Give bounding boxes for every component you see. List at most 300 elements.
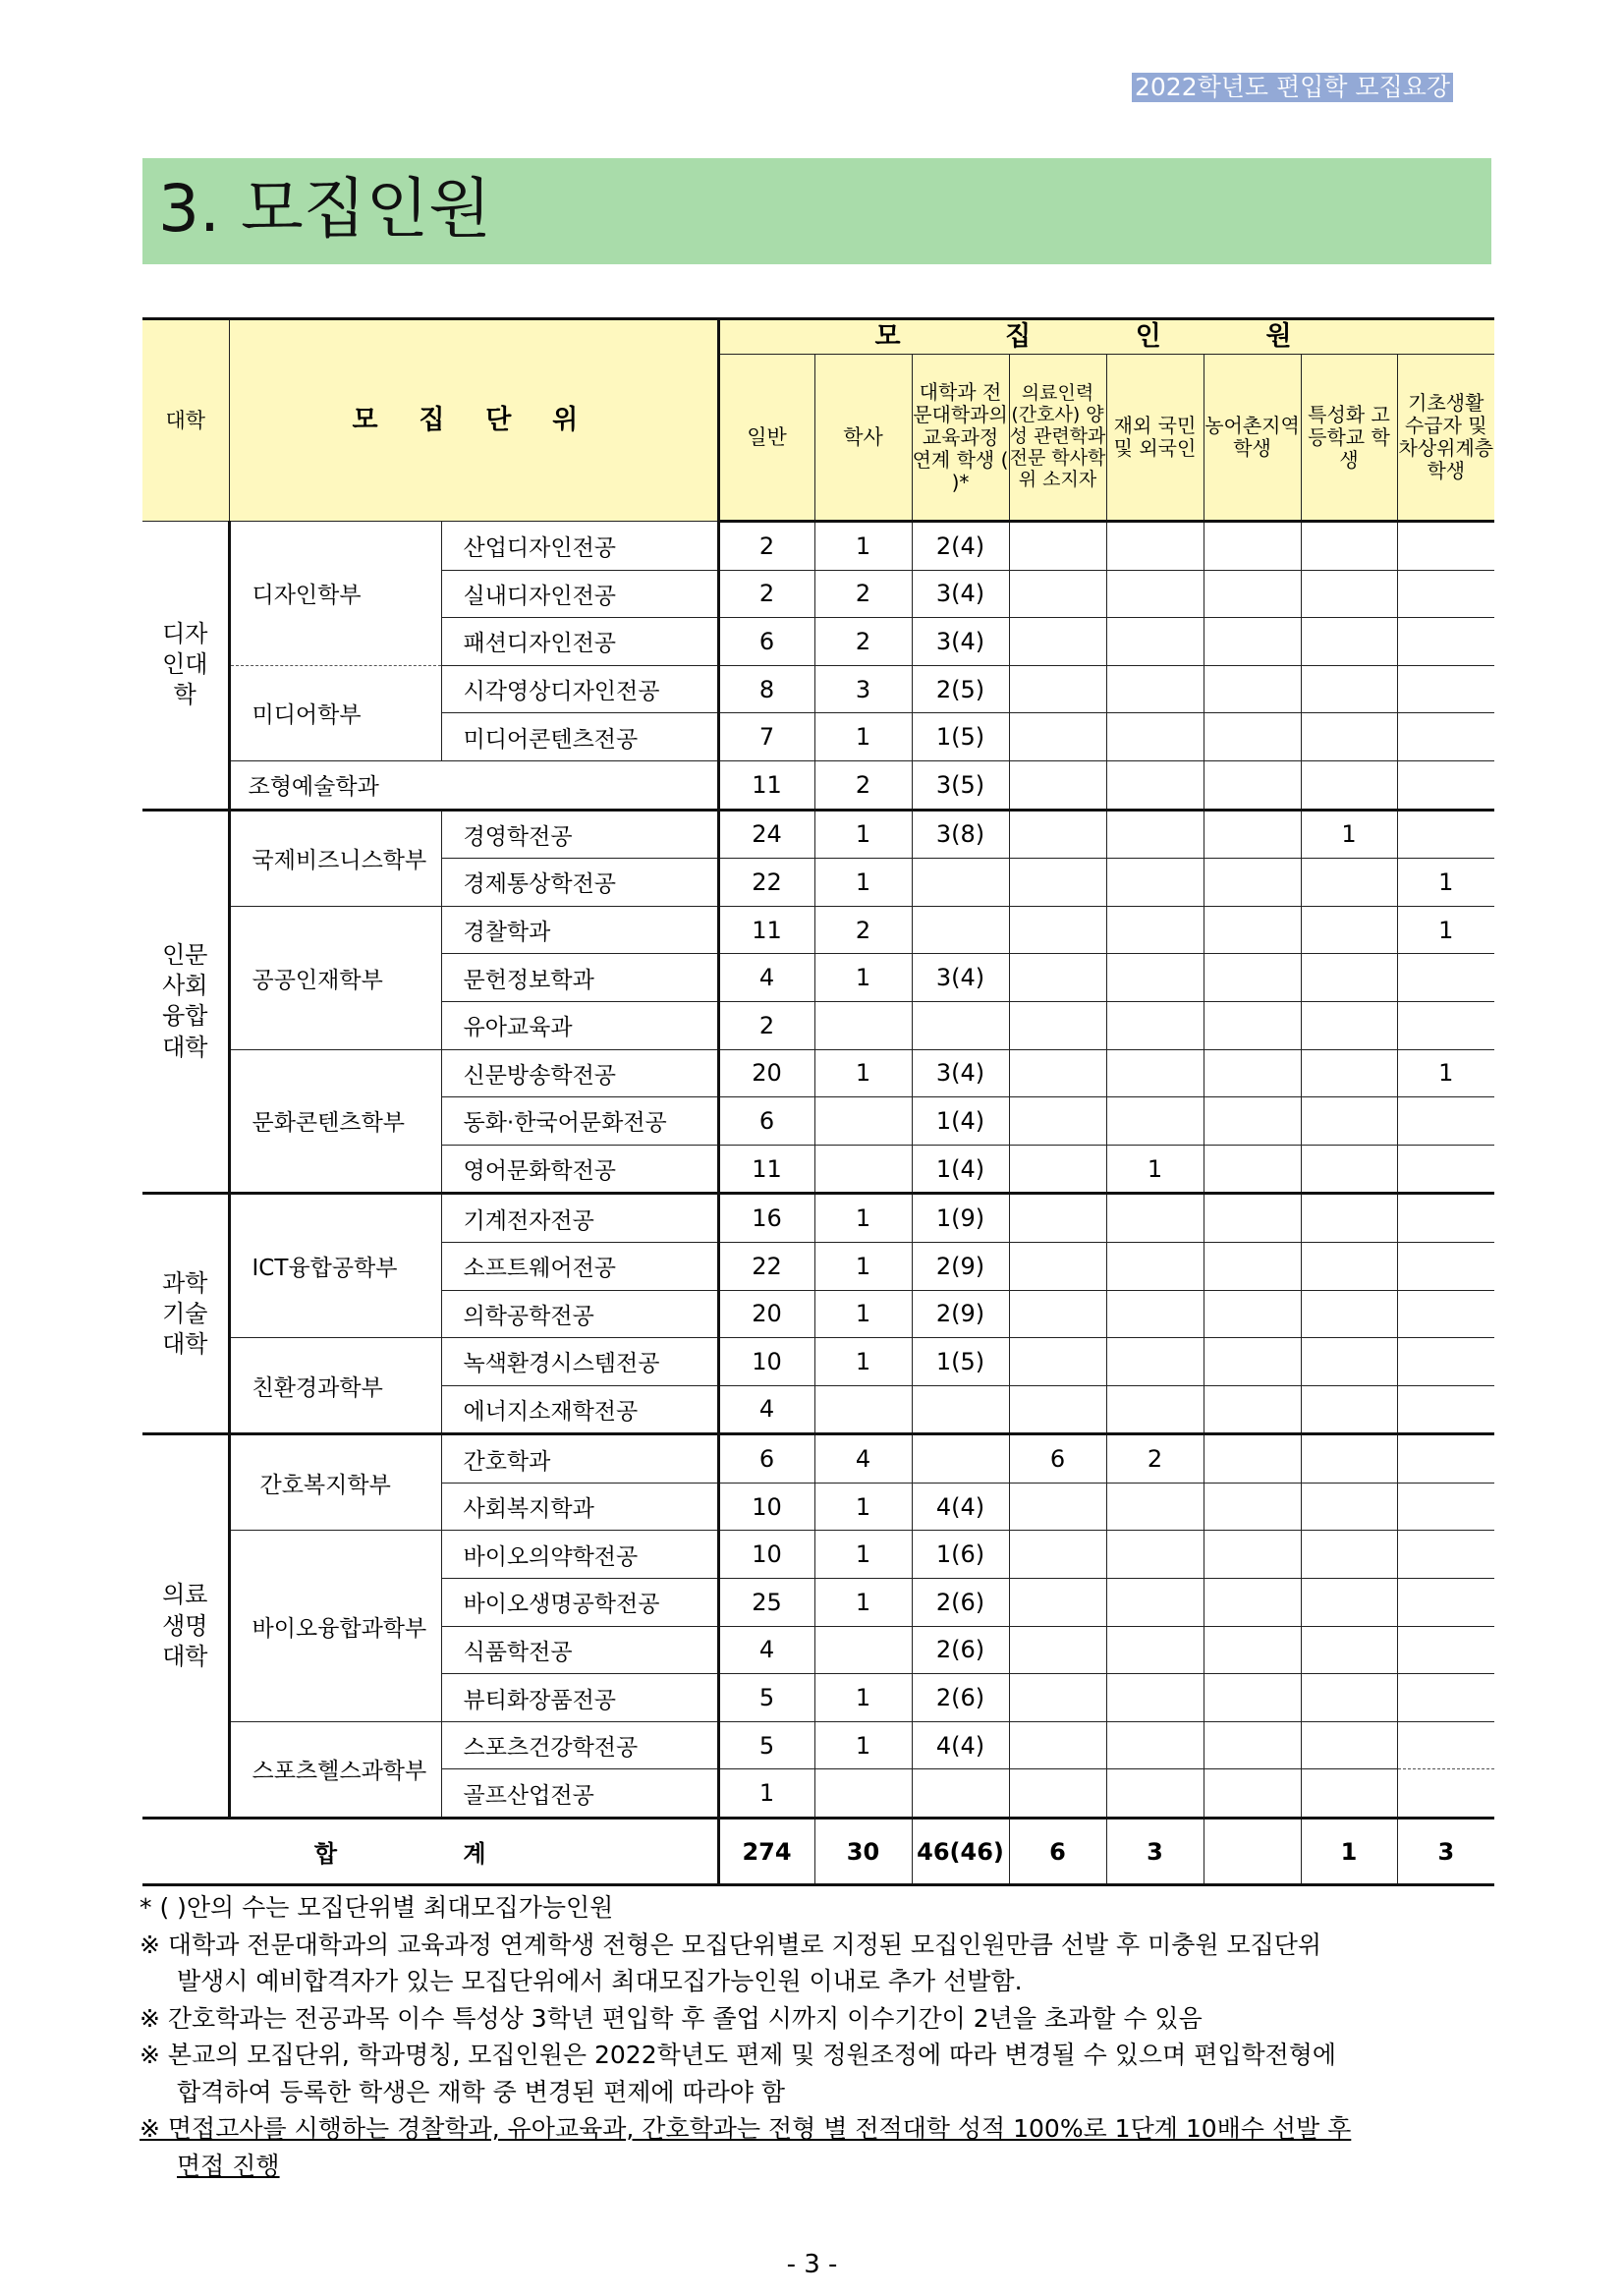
cell-basic-living [1397, 1385, 1494, 1434]
cell-link: 2(9) [912, 1290, 1009, 1338]
cell-link [912, 1001, 1009, 1049]
cell-nursing [1009, 1290, 1106, 1338]
cell-nursing [1009, 618, 1106, 666]
cell-link: 1(6) [912, 1531, 1009, 1579]
cell-basic-living [1397, 1626, 1494, 1674]
cell-specialized [1301, 954, 1397, 1002]
cell-nursing [1009, 859, 1106, 907]
header-college-link: 대학과 전문대학과의 교육과정 연계 학생 ( )* [912, 355, 1009, 522]
cell-bachelor [814, 1145, 912, 1194]
major-cell: 소프트웨어전공 [441, 1242, 718, 1290]
cell-specialized [1301, 1145, 1397, 1194]
cell-general: 11 [718, 760, 814, 810]
cell-nursing [1009, 1626, 1106, 1674]
cell-rural [1204, 1626, 1301, 1674]
cell-specialized [1301, 1721, 1397, 1769]
cell-general: 2 [718, 1001, 814, 1049]
cell-specialized [1301, 859, 1397, 907]
cell-nursing [1009, 1721, 1106, 1769]
cell-general: 24 [718, 810, 814, 859]
table-row [142, 1434, 1494, 1484]
cell-bachelor: 1 [814, 1194, 912, 1243]
note-line: 발생시 예비합격자가 있는 모집단위에서 최대모집가능인원 이내로 추가 선발함. [177, 1967, 1023, 1995]
header-basic-living: 기초생활 수급자 및 차상위계층 학생 [1397, 355, 1494, 522]
cell-overseas [1106, 1242, 1204, 1290]
cell-rural [1204, 1769, 1301, 1819]
major-cell: 골프산업전공 [441, 1769, 718, 1819]
cell-specialized [1301, 1626, 1397, 1674]
cell-link: 3(4) [912, 954, 1009, 1002]
cell-rural [1204, 665, 1301, 713]
cell-overseas [1106, 713, 1204, 761]
dept-cell: 친환경과학부 [229, 1338, 441, 1434]
cell-nursing [1009, 1097, 1106, 1146]
total-label: 합 계 [142, 1819, 718, 1885]
cell-overseas [1106, 570, 1204, 618]
dept-cell: 스포츠헬스과학부 [229, 1721, 441, 1818]
cell-link: 4(4) [912, 1483, 1009, 1531]
cell-basic-living [1397, 1531, 1494, 1579]
dept-cell: 문화콘텐츠학부 [229, 1049, 441, 1194]
cell-specialized [1301, 1097, 1397, 1146]
cell-bachelor: 4 [814, 1434, 912, 1484]
cell-general: 6 [718, 1097, 814, 1146]
cell-bachelor: 3 [814, 665, 912, 713]
cell-general: 8 [718, 665, 814, 713]
cell-basic-living [1397, 1194, 1494, 1243]
total-general: 274 [718, 1819, 814, 1885]
cell-overseas [1106, 1769, 1204, 1819]
header-overseas: 재외 국민 및 외국인 [1106, 355, 1204, 522]
header-rural: 농어촌지역 학생 [1204, 355, 1301, 522]
cell-bachelor: 1 [814, 1483, 912, 1531]
note-line: ※ 간호학과는 전공과목 이수 특성상 3학년 편입학 후 졸업 시까지 이수기간이 2년을 초과할 수 있음 [140, 2003, 1203, 2033]
cell-link: 2(6) [912, 1674, 1009, 1722]
cell-overseas [1106, 1049, 1204, 1097]
note-line: 면접 진행 [177, 2151, 280, 2180]
cell-basic-living [1397, 1674, 1494, 1722]
cell-rural [1204, 1049, 1301, 1097]
cell-bachelor [814, 1097, 912, 1146]
cell-bachelor: 1 [814, 1674, 912, 1722]
cell-specialized [1301, 665, 1397, 713]
cell-overseas [1106, 1290, 1204, 1338]
total-overseas: 3 [1106, 1819, 1204, 1885]
cell-rural [1204, 810, 1301, 859]
major-cell: 에너지소재학전공 [441, 1385, 718, 1434]
cell-overseas [1106, 1626, 1204, 1674]
cell-rural [1204, 618, 1301, 666]
cell-nursing [1009, 1769, 1106, 1819]
cell-specialized [1301, 570, 1397, 618]
dept-cell: ICT융합공학부 [229, 1194, 441, 1338]
cell-general: 10 [718, 1483, 814, 1531]
cell-link: 2(6) [912, 1626, 1009, 1674]
cell-rural [1204, 713, 1301, 761]
header-specialized: 특성화 고등학교 학생 [1301, 355, 1397, 522]
major-cell: 바이오생명공학전공 [441, 1579, 718, 1627]
cell-link: 1(5) [912, 1338, 1009, 1386]
cell-link: 2(9) [912, 1242, 1009, 1290]
cell-general: 4 [718, 954, 814, 1002]
table-row [142, 522, 1494, 571]
cell-nursing [1009, 906, 1106, 954]
cell-link: 3(8) [912, 810, 1009, 859]
dept-cell: 국제비즈니스학부 [229, 810, 441, 906]
major-cell: 실내디자인전공 [441, 570, 718, 618]
cell-specialized [1301, 760, 1397, 810]
major-cell: 뷰티화장품전공 [441, 1674, 718, 1722]
cell-overseas [1106, 1338, 1204, 1386]
total-bachelor: 30 [814, 1819, 912, 1885]
cell-general: 1 [718, 1769, 814, 1819]
major-cell: 산업디자인전공 [441, 522, 718, 571]
cell-bachelor: 1 [814, 954, 912, 1002]
cell-bachelor: 1 [814, 1290, 912, 1338]
cell-rural [1204, 1721, 1301, 1769]
cell-nursing [1009, 1674, 1106, 1722]
cell-specialized [1301, 1769, 1397, 1819]
college-cell: 인문사회융합대학 [142, 810, 229, 1194]
note-line: ※ 대학과 전문대학과의 교육과정 연계학생 전형은 모집단위별로 지정된 모집인원만큼 선발 후 미충원 모집단위 [140, 1930, 1322, 1959]
cell-general: 2 [718, 570, 814, 618]
cell-nursing [1009, 1242, 1106, 1290]
cell-general: 6 [718, 618, 814, 666]
dept-cell: 공공인재학부 [229, 906, 441, 1049]
cell-specialized [1301, 1434, 1397, 1484]
cell-basic-living [1397, 1434, 1494, 1484]
cell-general: 25 [718, 1579, 814, 1627]
cell-overseas [1106, 859, 1204, 907]
recruitment-table [142, 317, 1494, 1886]
cell-bachelor: 2 [814, 760, 912, 810]
cell-overseas [1106, 1721, 1204, 1769]
major-cell: 스포츠건강학전공 [441, 1721, 718, 1769]
table-row [142, 1194, 1494, 1243]
cell-general: 5 [718, 1674, 814, 1722]
cell-nursing [1009, 1338, 1106, 1386]
cell-specialized [1301, 1531, 1397, 1579]
cell-specialized [1301, 1242, 1397, 1290]
section-title: 3. 모집인원 [158, 171, 491, 247]
cell-link: 2(5) [912, 665, 1009, 713]
major-cell: 식품학전공 [441, 1626, 718, 1674]
cell-bachelor: 2 [814, 570, 912, 618]
cell-rural [1204, 1145, 1301, 1194]
cell-basic-living [1397, 954, 1494, 1002]
cell-basic-living [1397, 1579, 1494, 1627]
cell-overseas [1106, 1674, 1204, 1722]
major-cell: 녹색환경시스템전공 [441, 1338, 718, 1386]
cell-link [912, 859, 1009, 907]
cell-bachelor: 1 [814, 810, 912, 859]
cell-overseas [1106, 1001, 1204, 1049]
cell-overseas [1106, 1097, 1204, 1146]
cell-specialized [1301, 1483, 1397, 1531]
cell-basic-living [1397, 522, 1494, 571]
dept-cell: 간호복지학부 [229, 1434, 441, 1531]
major-cell: 신문방송학전공 [441, 1049, 718, 1097]
major-cell: 의학공학전공 [441, 1290, 718, 1338]
note-line: 합격하여 등록한 학생은 재학 중 변경된 편제에 따라야 함 [177, 2077, 786, 2106]
major-cell: 미디어콘텐츠전공 [441, 713, 718, 761]
cell-general: 5 [718, 1721, 814, 1769]
cell-bachelor: 1 [814, 1338, 912, 1386]
cell-rural [1204, 570, 1301, 618]
cell-nursing [1009, 1385, 1106, 1434]
cell-specialized [1301, 1385, 1397, 1434]
cell-rural [1204, 1001, 1301, 1049]
college-cell: 과학기술대학 [142, 1194, 229, 1434]
notes [140, 1889, 1535, 2184]
cell-specialized [1301, 906, 1397, 954]
cell-nursing [1009, 522, 1106, 571]
cell-specialized: 1 [1301, 810, 1397, 859]
cell-general: 22 [718, 859, 814, 907]
cell-specialized [1301, 1338, 1397, 1386]
cell-overseas [1106, 1579, 1204, 1627]
cell-bachelor: 1 [814, 1242, 912, 1290]
major-cell: 바이오의약학전공 [441, 1531, 718, 1579]
cell-link: 1(5) [912, 713, 1009, 761]
cell-bachelor: 1 [814, 1531, 912, 1579]
cell-general: 11 [718, 906, 814, 954]
cell-rural [1204, 1483, 1301, 1531]
cell-nursing: 6 [1009, 1434, 1106, 1484]
total-basic-living: 3 [1397, 1819, 1494, 1885]
cell-basic-living [1397, 760, 1494, 810]
cell-link: 4(4) [912, 1721, 1009, 1769]
cell-basic-living: 1 [1397, 859, 1494, 907]
cell-general: 7 [718, 713, 814, 761]
cell-bachelor: 1 [814, 522, 912, 571]
total-specialized: 1 [1301, 1819, 1397, 1885]
major-cell: 문헌정보학과 [441, 954, 718, 1002]
cell-bachelor: 2 [814, 618, 912, 666]
header-college: 대학 [142, 319, 229, 522]
table-row [142, 1338, 1494, 1386]
cell-general: 4 [718, 1626, 814, 1674]
cell-link: 3(4) [912, 570, 1009, 618]
major-cell: 패션디자인전공 [441, 618, 718, 666]
cell-overseas [1106, 1385, 1204, 1434]
cell-rural [1204, 906, 1301, 954]
cell-link: 2(4) [912, 522, 1009, 571]
total-rural [1204, 1819, 1301, 1885]
cell-rural [1204, 1338, 1301, 1386]
cell-basic-living [1397, 618, 1494, 666]
cell-bachelor [814, 1001, 912, 1049]
table-row [142, 1531, 1494, 1579]
cell-overseas [1106, 906, 1204, 954]
cell-link: 1(4) [912, 1145, 1009, 1194]
cell-nursing [1009, 1194, 1106, 1243]
cell-specialized [1301, 1194, 1397, 1243]
cell-overseas: 1 [1106, 1145, 1204, 1194]
cell-basic-living [1397, 810, 1494, 859]
cell-general: 4 [718, 1385, 814, 1434]
cell-nursing [1009, 1001, 1106, 1049]
total-nursing: 6 [1009, 1819, 1106, 1885]
cell-nursing [1009, 665, 1106, 713]
dept-cell: 미디어학부 [229, 665, 441, 760]
cell-rural [1204, 522, 1301, 571]
major-cell: 동화·한국어문화전공 [441, 1097, 718, 1146]
cell-link [912, 1769, 1009, 1819]
major-cell: 경찰학과 [441, 906, 718, 954]
cell-basic-living: 1 [1397, 906, 1494, 954]
cell-rural [1204, 1097, 1301, 1146]
cell-basic-living [1397, 1145, 1494, 1194]
cell-general: 11 [718, 1145, 814, 1194]
major-cell: 기계전자전공 [441, 1194, 718, 1243]
cell-basic-living [1397, 1483, 1494, 1531]
cell-rural [1204, 1194, 1301, 1243]
cell-link [912, 1434, 1009, 1484]
cell-link: 1(9) [912, 1194, 1009, 1243]
note-line: * ( )안의 수는 모집단위별 최대모집가능인원 [140, 1893, 614, 1922]
cell-overseas [1106, 522, 1204, 571]
major-cell: 영어문화학전공 [441, 1145, 718, 1194]
cell-overseas [1106, 665, 1204, 713]
cell-rural [1204, 1579, 1301, 1627]
cell-rural [1204, 859, 1301, 907]
cell-overseas [1106, 618, 1204, 666]
cell-specialized [1301, 1049, 1397, 1097]
cell-nursing [1009, 1049, 1106, 1097]
cell-general: 10 [718, 1338, 814, 1386]
cell-nursing [1009, 570, 1106, 618]
major-cell: 시각영상디자인전공 [441, 665, 718, 713]
cell-rural [1204, 1434, 1301, 1484]
cell-basic-living [1397, 1290, 1494, 1338]
cell-nursing [1009, 760, 1106, 810]
table-row [142, 1049, 1494, 1097]
cell-nursing [1009, 1145, 1106, 1194]
total-link: 46(46) [912, 1819, 1009, 1885]
cell-specialized [1301, 1001, 1397, 1049]
dept-cell: 디자인학부 [229, 522, 441, 666]
header-general: 일반 [718, 355, 814, 522]
dept-cell: 조형예술학과 [229, 760, 718, 810]
cell-basic-living [1397, 1338, 1494, 1386]
cell-overseas [1106, 1531, 1204, 1579]
header-bachelor: 학사 [814, 355, 912, 522]
cell-rural [1204, 760, 1301, 810]
cell-bachelor: 1 [814, 859, 912, 907]
college-cell: 디자인대학 [142, 522, 229, 811]
cell-basic-living [1397, 713, 1494, 761]
cell-overseas [1106, 1194, 1204, 1243]
cell-rural [1204, 1290, 1301, 1338]
cell-overseas [1106, 1483, 1204, 1531]
cell-general: 20 [718, 1290, 814, 1338]
cell-general: 6 [718, 1434, 814, 1484]
cell-bachelor: 1 [814, 713, 912, 761]
cell-general: 2 [718, 522, 814, 571]
cell-overseas [1106, 810, 1204, 859]
page-number: - 3 - [786, 2250, 838, 2279]
table-row [142, 810, 1494, 859]
cell-nursing [1009, 1483, 1106, 1531]
cell-link [912, 906, 1009, 954]
cell-general: 20 [718, 1049, 814, 1097]
cell-overseas [1106, 760, 1204, 810]
cell-specialized [1301, 713, 1397, 761]
cell-bachelor [814, 1626, 912, 1674]
major-cell: 간호학과 [441, 1434, 718, 1484]
table-row [142, 1721, 1494, 1769]
cell-specialized [1301, 522, 1397, 571]
cell-bachelor: 1 [814, 1049, 912, 1097]
cell-link: 2(6) [912, 1579, 1009, 1627]
cell-basic-living [1397, 1721, 1494, 1769]
cell-specialized [1301, 618, 1397, 666]
cell-rural [1204, 1242, 1301, 1290]
table-row [142, 906, 1494, 954]
cell-basic-living: 1 [1397, 1049, 1494, 1097]
header-recruit-count: 모 집 인 원 [718, 319, 1494, 355]
cell-basic-living [1397, 1769, 1494, 1819]
cell-link [912, 1385, 1009, 1434]
cell-bachelor: 2 [814, 906, 912, 954]
cell-basic-living [1397, 1242, 1494, 1290]
cell-nursing [1009, 954, 1106, 1002]
cell-general: 16 [718, 1194, 814, 1243]
table-row [142, 760, 1494, 810]
cell-overseas: 2 [1106, 1434, 1204, 1484]
header-unit: 모 집 단 위 [229, 319, 718, 522]
total-row [142, 1819, 1494, 1885]
major-cell: 경영학전공 [441, 810, 718, 859]
cell-basic-living [1397, 1001, 1494, 1049]
dept-cell: 바이오융합과학부 [229, 1531, 441, 1721]
cell-specialized [1301, 1674, 1397, 1722]
cell-link: 1(4) [912, 1097, 1009, 1146]
cell-overseas [1106, 954, 1204, 1002]
cell-bachelor [814, 1769, 912, 1819]
cell-rural [1204, 954, 1301, 1002]
cell-bachelor [814, 1385, 912, 1434]
major-cell: 경제통상학전공 [441, 859, 718, 907]
cell-general: 22 [718, 1242, 814, 1290]
cell-basic-living [1397, 665, 1494, 713]
cell-bachelor: 1 [814, 1579, 912, 1627]
cell-link: 3(5) [912, 760, 1009, 810]
major-cell: 유아교육과 [441, 1001, 718, 1049]
cell-nursing [1009, 1579, 1106, 1627]
header-tag: 2022학년도 편입학 모집요강 [1132, 73, 1453, 102]
cell-general: 10 [718, 1531, 814, 1579]
major-cell: 사회복지학과 [441, 1483, 718, 1531]
cell-specialized [1301, 1579, 1397, 1627]
cell-specialized [1301, 1290, 1397, 1338]
cell-nursing [1009, 1531, 1106, 1579]
cell-nursing [1009, 810, 1106, 859]
header-nursing: 의료인력 (간호사) 양성 관련학과 전문 학사학위 소지자 [1009, 355, 1106, 522]
cell-link: 3(4) [912, 1049, 1009, 1097]
note-line: ※ 면접고사를 시행하는 경찰학과, 유아교육과, 간호학과는 전형 별 전적대학 성적 100%로 1단계 10배수 선발 후 [140, 2114, 1352, 2143]
cell-basic-living [1397, 1097, 1494, 1146]
cell-rural [1204, 1674, 1301, 1722]
cell-nursing [1009, 713, 1106, 761]
cell-link: 3(4) [912, 618, 1009, 666]
cell-bachelor: 1 [814, 1721, 912, 1769]
cell-rural [1204, 1531, 1301, 1579]
table-row [142, 665, 1494, 713]
section-title-band [142, 158, 1491, 264]
cell-rural [1204, 1385, 1301, 1434]
